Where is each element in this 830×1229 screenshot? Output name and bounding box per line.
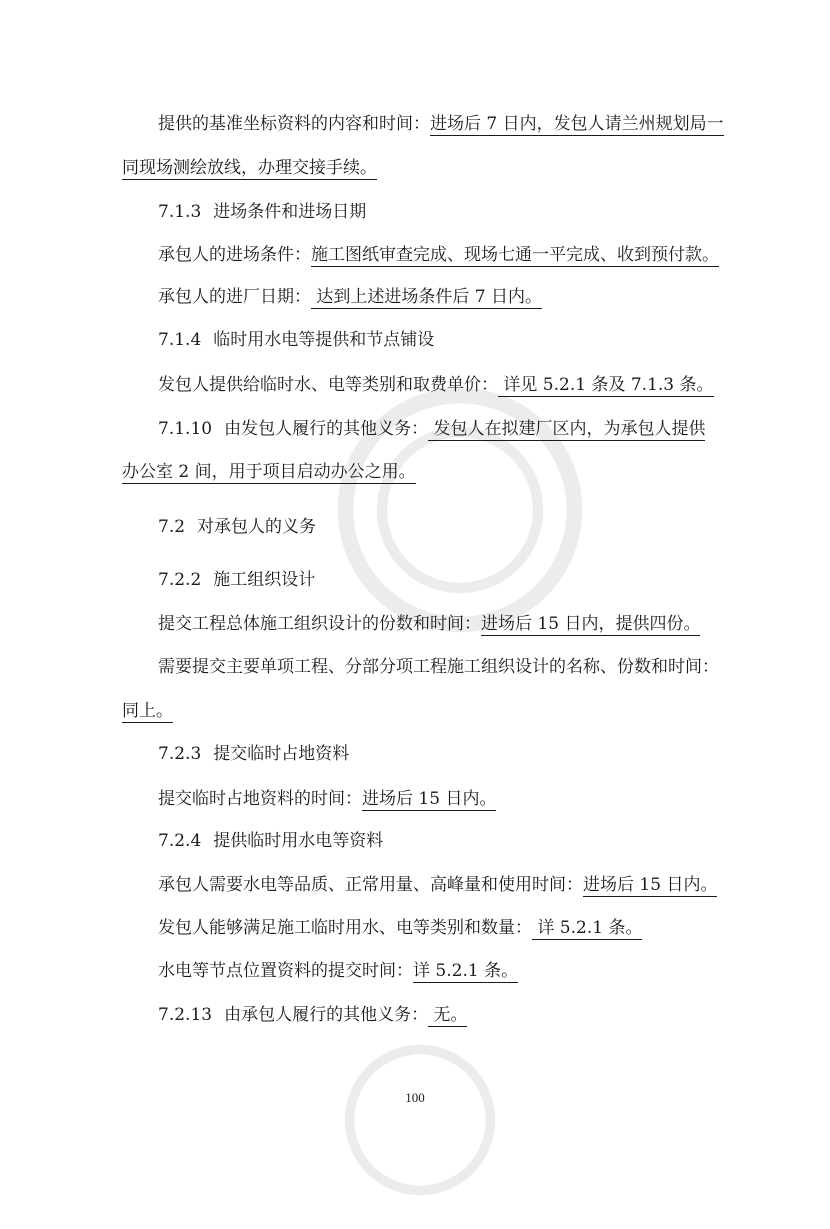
text-line: 同现场测绘放线，办理交接手续。 bbox=[122, 158, 377, 178]
text-line: 7.2.13 由承包人履行的其他义务： 无。 bbox=[158, 1005, 468, 1025]
text-line: 提供的基准坐标资料的内容和时间：进场后 7 日内，发包人请兰州规划局一 bbox=[158, 114, 724, 134]
page-number: 100 bbox=[405, 1090, 425, 1105]
text-line: 提交工程总体施工组织设计的份数和时间：进场后 15 日内，提供四份。 bbox=[158, 614, 701, 634]
text-line: 水电等节点位置资料的提交时间：详 5.2.1 条。 bbox=[158, 961, 519, 981]
watermark-icon bbox=[311, 1011, 530, 1229]
text-line: 办公室 2 间，用于项目启动办公之用。 bbox=[122, 462, 416, 482]
text-line: 发包人能够满足施工临时用水、电等类别和数量： 详 5.2.1 条。 bbox=[158, 918, 643, 938]
text-line: 7.1.10 由发包人履行的其他义务： 发包人在拟建厂区内，为承包人提供 bbox=[158, 419, 706, 439]
section-heading: 7.1.4 临时用水电等提供和节点铺设 bbox=[158, 330, 435, 350]
text-line: 承包人需要水电等品质、正常用量、高峰量和使用时间：进场后 15 日内。 bbox=[158, 875, 718, 895]
section-heading: 7.1.3 进场条件和进场日期 bbox=[158, 202, 367, 222]
section-heading: 7.2.3 提交临时占地资料 bbox=[158, 744, 350, 764]
text-line: 需要提交主要单项工程、分部分项工程施工组织设计的名称、份数和时间： bbox=[158, 657, 719, 677]
text-line: 发包人提供给临时水、电等类别和取费单价： 详见 5.2.1 条及 7.1.3 条。 bbox=[158, 375, 714, 395]
section-heading: 7.2 对承包人的义务 bbox=[158, 517, 317, 537]
text-line: 承包人的进厂日期： 达到上述进场条件后 7 日内。 bbox=[158, 287, 543, 307]
section-heading: 7.2.2 施工组织设计 bbox=[158, 570, 316, 590]
section-heading: 7.2.4 提供临时用水电等资料 bbox=[158, 831, 384, 851]
text-line: 提交临时占地资料的时间：进场后 15 日内。 bbox=[158, 789, 497, 809]
text-line: 承包人的进场条件：施工图纸审查完成、现场七通一平完成、收到预付款。 bbox=[158, 245, 719, 265]
text-line: 同上。 bbox=[122, 701, 173, 721]
